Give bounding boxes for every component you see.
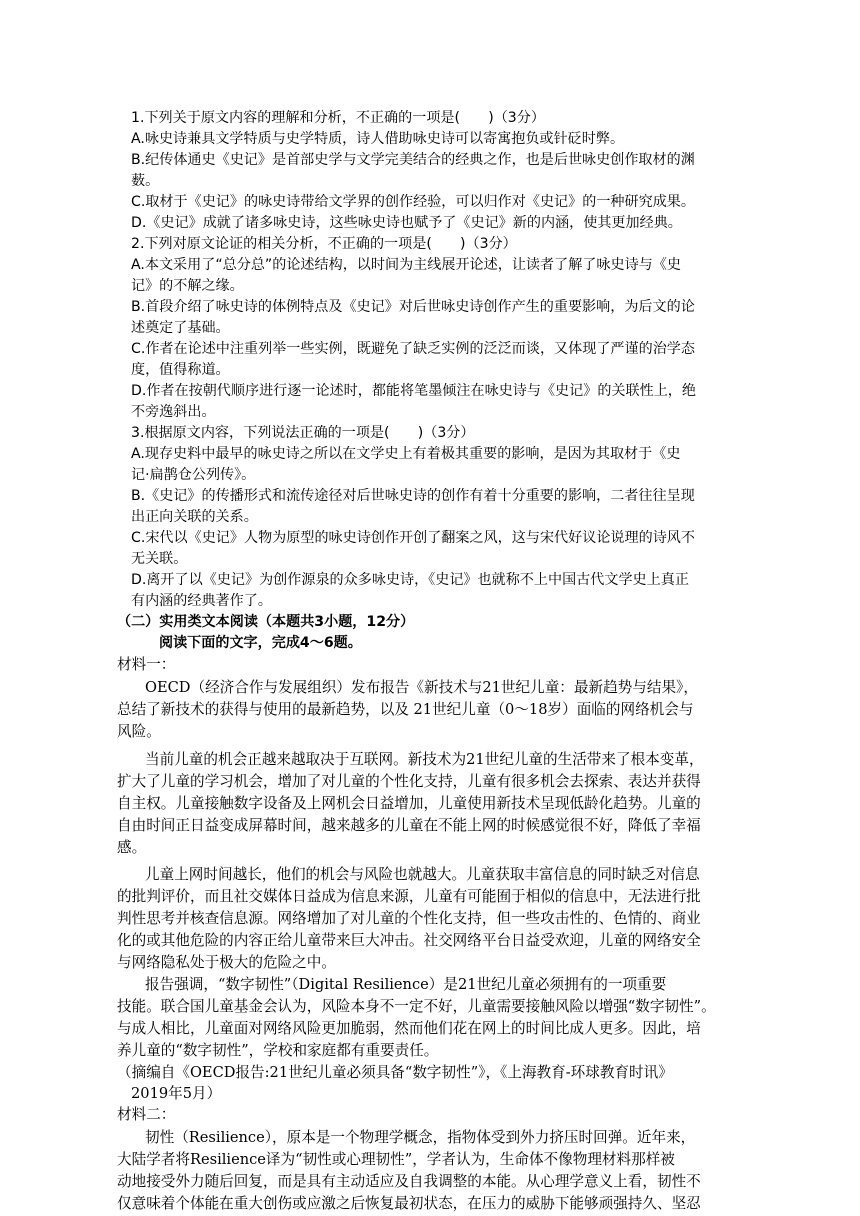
material-1-paragraph-3-line: 儿童上网时间越长，他们的机会与风险也就越大。儿童获取丰富信息的同时缺乏对信息 — [145, 866, 700, 883]
question-3-option-d-cont: 有内涵的经典著作了。 — [131, 593, 272, 609]
section-heading: （二）实用类文本阅读（本题共3小题，12分） — [117, 614, 415, 630]
question-2-option-c-cont: 度，值得称道。 — [131, 362, 230, 378]
material-1-paragraph-4-line: 与成人相比，儿童面对网络风险更加脆弱，然而他们花在网上的时间比成人更多。因此，培 — [117, 1020, 701, 1037]
material-1-paragraph-2-line: 自主权。儿童接触数字设备及上网机会日益增加，儿童使用新技术呈现低龄化趋势。儿童的 — [117, 795, 701, 812]
material-1-paragraph-1-line: OECD（经济合作与发展组织）发布报告《新技术与21世纪儿童：最新趋势与结果》， — [145, 679, 698, 696]
material-1-paragraph-2-line: 自由时间正日益变成屏幕时间，越来越多的儿童在不能上网的时候感觉很不好，降低了幸福 — [117, 817, 701, 834]
material-2-paragraph-1-line: 大陆学者将Resilience译为“韧性或心理韧性”，学者认为，生命体不像物理材料那样被 — [117, 1151, 675, 1168]
material-1-source-cont: 2019年5月） — [131, 1085, 222, 1102]
material-1-paragraph-1-line: 总结了新技术的获得与使用的最新趋势，以及 21世纪儿童（0～18岁）面临的网络机会与 — [117, 701, 694, 718]
question-3-option-c: C.宋代以《史记》人物为原型的咏史诗创作开创了翻案之风，这与宋代好议论说理的诗风不 — [131, 530, 695, 546]
material-1-paragraph-4-line: 养儿童的“数字韧性”，学校和家庭都有重要责任。 — [117, 1042, 439, 1059]
material-2-paragraph-1-line: 韧性（Resilience），原本是一个物理学概念，指物体受到外力挤压时回弹。近年来， — [145, 1129, 696, 1146]
material-1-source: （摘编自《OECD报告:21世纪儿童必须具备“数字韧性”》，《上海教育-环球教育时讯》 — [117, 1064, 673, 1081]
material-1-paragraph-3-line: 判性思考并核查信息源。网络增加了对儿童的个性化支持，但一些攻击性的、色情的、商业 — [117, 910, 701, 927]
question-1-option-a: A.咏史诗兼具文学特质与史学特质，诗人借助咏史诗可以寄寓抱负或针砭时弊。 — [131, 131, 625, 147]
question-3-option-b: B.《史记》的传播形式和流传途径对后世咏史诗的创作有着十分重要的影响，二者往往呈现 — [131, 488, 695, 504]
question-1-option-b: B.纪传体通史《史记》是首部史学与文学完美结合的经典之作，也是后世咏史创作取材的渊 — [131, 152, 695, 168]
material-1-label: 材料一： — [117, 656, 176, 673]
question-3-option-a: A.现存史料中最早的咏史诗之所以在文学史上有着极其重要的影响，是因为其取材于《史 — [131, 446, 681, 462]
material-1-paragraph-2-line: 感。 — [117, 839, 147, 856]
material-1-paragraph-3-line: 的批判评价，而且社交媒体日益成为信息来源，儿童有可能囿于相似的信息中，无法进行批 — [117, 888, 701, 905]
material-1-paragraph-2-line: 当前儿童的机会正越来越取决于互联网。新技术为21世纪儿童的生活带来了根本变革， — [145, 751, 704, 768]
material-1-paragraph-3-line: 与网络隐私处于极大的危险之中。 — [117, 954, 336, 971]
material-2-label: 材料二： — [117, 1106, 176, 1123]
question-3-option-c-cont: 无关联。 — [131, 551, 188, 567]
material-1-paragraph-3-line: 化的或其他危险的内容正给儿童带来巨大冲击。社交网络平台日益受欢迎，儿童的网络安全 — [117, 932, 701, 949]
question-1-option-c: C.取材于《史记》的咏史诗带给文学界的创作经验，可以归作对《史记》的一种研究成果。 — [131, 194, 695, 210]
question-2-stem: 2.下列对原文论证的相关分析，不正确的一项是( )（3分） — [131, 236, 517, 252]
question-1-option-d: D.《史记》成就了诸多咏史诗，这些咏史诗也赋予了《史记》新的内涵，使其更加经典。 — [131, 215, 682, 231]
material-1-paragraph-4-line: 报告强调，“数字韧性”（Digital Resilience）是21世纪儿童必须拥有的一项重要 — [145, 976, 667, 993]
question-2-option-a: A.本文采用了“总分总”的论述结构，以时间为主线展开论述，让读者了解了咏史诗与《史 — [131, 257, 681, 273]
question-3-option-d: D.离开了以《史记》为创作源泉的众多咏史诗，《史记》也就称不上中国古代文学史上真正 — [131, 572, 689, 588]
question-3-option-b-cont: 出正向关联的关系。 — [131, 509, 258, 525]
question-3-stem: 3.根据原文内容，下列说法正确的一项是( )（3分） — [131, 425, 475, 441]
question-1-option-b-cont: 薮。 — [131, 173, 160, 189]
question-2-option-b: B.首段介绍了咏史诗的体例特点及《史记》对后世咏史诗创作产生的重要影响，为后文的论 — [131, 299, 695, 315]
question-2-option-d: D.作者在按朝代顺序进行逐一论述时，都能将笔墨倾注在咏史诗与《史记》的关联性上，绝 — [131, 383, 696, 399]
section-instruction: 阅读下面的文字，完成4～6题。 — [159, 635, 362, 651]
material-1-paragraph-4-line: 技能。联合国儿童基金会认为，风险本身不一定不好，儿童需要接触风险以增强“数字韧性”。 — [117, 998, 716, 1015]
question-2-option-a-cont: 记》的不解之缘。 — [131, 278, 244, 294]
material-2-paragraph-1-line: 动地接受外力随后回复，而是具有主动适应及自我调整的本能。从心理学意义上看，韧性不 — [117, 1173, 701, 1190]
question-3-option-a-cont: 记·扁鹊仓公列传》。 — [131, 467, 256, 483]
question-2-option-b-cont: 述奠定了基础。 — [131, 320, 230, 336]
material-1-paragraph-1-line: 风险。 — [117, 723, 161, 740]
material-1-paragraph-2-line: 扩大了儿童的学习机会，增加了对儿童的个性化支持，儿童有很多机会去探索、表达并获得 — [117, 773, 701, 790]
material-2-paragraph-1-line: 仅意味着个体能在重大创伤或应激之后恢复最初状态，在压力的威胁下能够顽强持久、坚忍 — [117, 1195, 701, 1212]
question-1-stem: 1.下列关于原文内容的理解和分析，不正确的一项是( )（3分） — [131, 110, 545, 126]
question-2-option-d-cont: 不旁逸斜出。 — [131, 404, 216, 420]
question-2-option-c: C.作者在论述中注重列举一些实例，既避免了缺乏实例的泛泛而谈，又体现了严谨的治学态 — [131, 341, 695, 357]
